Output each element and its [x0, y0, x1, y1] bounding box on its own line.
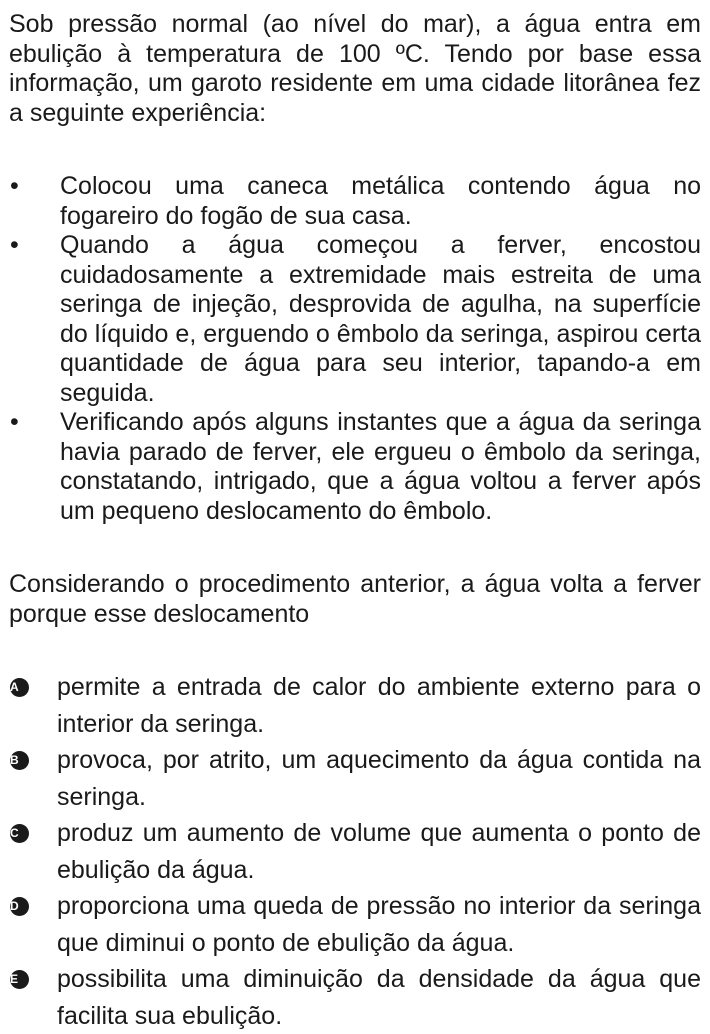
option-letter-b-icon: B	[10, 751, 29, 770]
option-letter-e-icon: E	[10, 970, 29, 989]
step-item	[9, 408, 701, 526]
answer-options	[9, 669, 701, 1034]
option-c[interactable]	[9, 815, 701, 888]
option-d[interactable]	[9, 888, 701, 961]
option-b[interactable]	[9, 742, 701, 815]
option-letter-d-icon: D	[10, 897, 29, 916]
option-letter-c-icon: C	[10, 824, 29, 843]
option-text: produz um aumento de volume que aumenta o ponto de ebulição da água.	[57, 819, 701, 884]
bullet-icon: •	[10, 231, 19, 259]
intro-paragraph: Sob pressão normal (ao nível do mar), a água entra em ebulição à temperatura de 100 ºC. Tendo por base essa informação, um garoto residente em uma cidade litorânea fez a seguinte experiência:	[9, 10, 701, 127]
step-text: Quando a água começou a ferver, encostou cuidadosamente a extremidade mais estreita de uma seringa de injeção, desprovida de agulha, na superfície do líquido e, erguendo o êmbolo da seringa, aspirou certa quantidade de água para seu interior, tapando-a em seguida.	[60, 231, 701, 407]
step-text: Colocou uma caneca metálica contendo água no fogareiro do fogão de sua casa.	[60, 172, 701, 230]
option-text: proporciona uma queda de pressão no interior da seringa que diminui o ponto de ebulição da água.	[57, 892, 701, 957]
option-text: possibilita uma diminuição da densidade da água que facilita sua ebulição.	[57, 965, 701, 1030]
option-text: provoca, por atrito, um aquecimento da água contida na seringa.	[57, 746, 701, 811]
question-stem: Considerando o procedimento anterior, a água volta a ferver porque esse deslocamento	[9, 570, 701, 628]
option-letter-a-icon: A	[10, 678, 29, 697]
option-a[interactable]	[9, 669, 701, 742]
bullet-icon: •	[10, 172, 19, 200]
step-text: Verificando após alguns instantes que a água da seringa havia parado de ferver, ele ergueu o êmbolo da seringa, constatando, intrigado, que a água voltou a ferver após um pequeno deslocamento do êmbolo.	[60, 408, 701, 525]
option-text: permite a entrada de calor do ambiente externo para o interior da seringa.	[57, 673, 701, 738]
step-item	[9, 231, 701, 408]
step-item	[9, 172, 701, 231]
bullet-icon: •	[10, 408, 19, 436]
option-e[interactable]	[9, 961, 701, 1034]
experiment-steps	[9, 172, 701, 526]
